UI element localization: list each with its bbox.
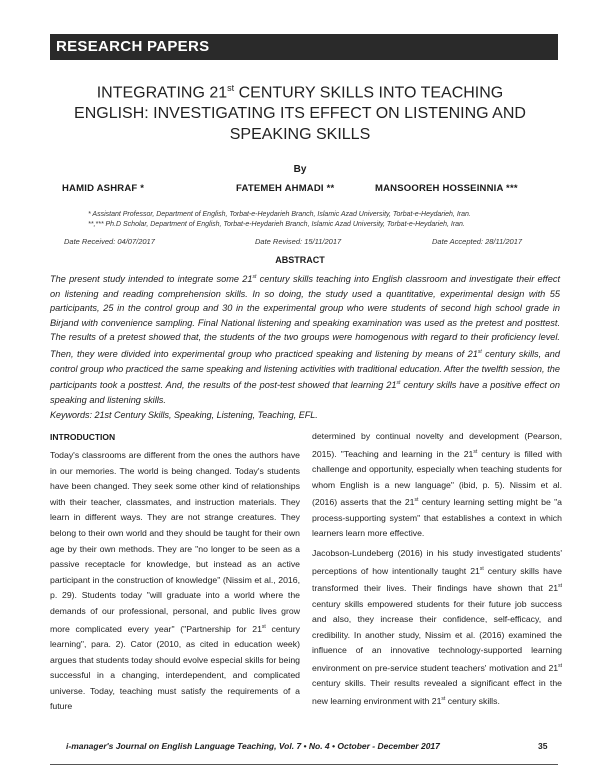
text-segment: century skills. Their results revealed a significant effect in the new learning environment with 21 — [312, 678, 562, 706]
text-segment: century skills empowered students for their future job success and also, they increase their confidence, self-efficacy, and credibility. In another study, Nissim et al. (2016) examined the influence of an innovative technology-supported learning environment on pre-service student teachers' motivation and 21 — [312, 598, 562, 673]
footer-journal: i-manager's Journal on English Language Teaching, Vol. 7 • No. 4 • October - December 2017 — [66, 741, 440, 751]
superscript: st — [558, 583, 562, 590]
section-banner — [50, 34, 558, 60]
superscript: st — [441, 695, 446, 702]
body-column-right — [312, 429, 562, 713]
title-part-2: CENTURY SKILLS INTO TEACHING ENGLISH: INVESTIGATING ITS EFFECT ON LISTENING AND SPEAKING SKILLS — [74, 84, 526, 144]
abstract-text — [50, 270, 560, 408]
text-segment: century learning setting might be "a process-supporting system" that establishes a context in which learners learn more effective. — [312, 497, 563, 539]
date-revised: Date Revised: 15/11/2017 — [255, 237, 342, 246]
abstract-sup-3: st — [396, 380, 401, 387]
affiliation-1: * Assistant Professor, Department of English, Torbat-e-Heydarieh Branch, Islamic Azad University, Torbat-e-Heydarieh, Iran. — [88, 211, 471, 218]
date-accepted: Date Accepted: 28/11/2017 — [432, 237, 523, 246]
text-segment: century is filled with challenge and opportunity, especially when teaching students for whom English is a new language" (ibid, p. 5). Nissim et al. (2016) asserts that the 21 — [312, 448, 562, 508]
abstract-seg-4: century skills have a positive effect on speaking and listening skills. — [50, 380, 560, 405]
page-number: 35 — [538, 741, 548, 751]
superscript: st — [414, 497, 419, 504]
title-part-1: INTEGRATING 21 — [96, 84, 228, 102]
date-received: Date Received: 04/07/2017 — [64, 237, 155, 246]
abstract-heading: ABSTRACT — [275, 255, 325, 265]
section-banner-label: RESEARCH PAPERS — [56, 38, 210, 55]
affiliation-2: **,*** Ph.D Scholar, Department of English, Torbat-e-Heydarieh Branch, Islamic Azad University, Torbat-e-Heydarieh, Iran. — [88, 221, 465, 228]
superscript: st — [261, 623, 266, 630]
paragraph — [50, 448, 300, 715]
author-3: MANSOOREH HOSSEINNIA *** — [375, 183, 518, 194]
superscript: st — [558, 662, 562, 669]
title-superscript: st — [227, 83, 235, 93]
text-segment: Jacobson-Lundeberg (2016) in his study investigated students' perceptions of how intentionally taught 21 — [312, 547, 562, 576]
text-segment: century learning", para. 2). Cator (2010, as cited in education week) argues that students today should evolve especial skills for being successful in a changing, interdependent, and complicated universe. Today, teaching must satisfy the requirements of a future — [50, 623, 301, 712]
keywords: Keywords: 21st Century Skills, Speaking, Listening, Teaching, EFL. — [50, 410, 318, 420]
abstract-seg-2: century skills teaching into English classroom and investigate their effect on listening and reading comprehension skills. In so doing, the study used a quantitative, experimental design with 55 participants, 25 in the control group and 30 in the experimental group who were students of second high school grade in Birjand with convenience sampling. Final National listening and speaking examination was used as the pretest and posttest. The results of a pretest showed that, the students of the two groups were homogenous with regard to their proficiency level. Then, they were divided into experimental group who practiced speaking and listening by means of 21 — [50, 274, 560, 360]
abstract-seg-1: The present study intended to integrate some 21 — [50, 274, 253, 285]
paragraph — [312, 546, 562, 710]
paper-title — [60, 78, 540, 145]
footer-divider — [50, 764, 558, 765]
text-segment: century skills. — [445, 695, 500, 706]
byline: By — [293, 164, 307, 175]
text-segment: Today's classrooms are different from the ones the authors have in our memories. The world is being changed. Today's students have been changed. They seek some other kind of relationships with their teacher, classmates, and instruction materials. They learn in different ways. They are not strange creatures. They belong to their own world and they should be taught for their own age by their own methods. They are "no longer to be seen as a passive receptacle for knowledge, but instead as an active participant in the construction of knowledge" (Nissim et al., 2016, p. 29). Students today "will graduate into a world where the demands of our professional, personal, and public lives grow more complicated every year" ("Partnership for 21 — [50, 450, 300, 634]
paragraph — [312, 429, 562, 542]
superscript: st — [479, 565, 484, 572]
author-2: FATEMEH AHMADI ** — [236, 183, 335, 194]
text-segment: century skills have transformed their lives. Their findings have shown that 21 — [312, 565, 562, 593]
abstract-seg-3: century skills, and control group who practiced the same speaking and listening activities with traditional education. After the twelfth session, the participants took a posttest. And, the results of the post-test showed that learning 21 — [50, 349, 560, 391]
body-column-left — [50, 448, 300, 719]
introduction-heading: INTRODUCTION — [50, 432, 116, 442]
abstract-sup-2: st — [477, 349, 482, 356]
superscript: st — [473, 448, 478, 455]
abstract-sup-1: st — [252, 274, 257, 280]
author-1: HAMID ASHRAF * — [62, 183, 145, 194]
text-segment: determined by continual novelty and development (Pearson, 2015). "Teaching and learning in the 21 — [312, 431, 562, 459]
